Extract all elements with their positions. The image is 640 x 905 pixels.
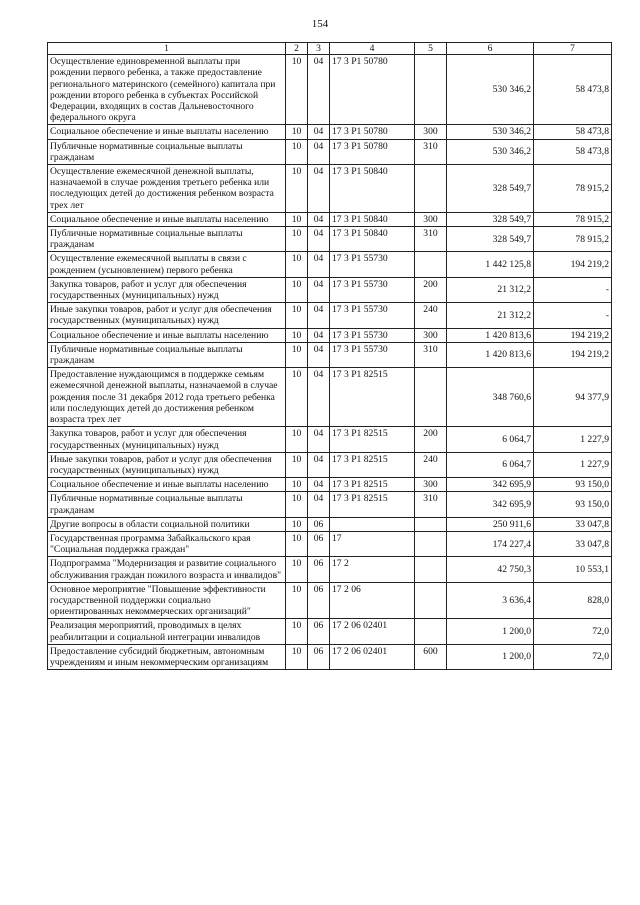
table-row — [48, 125, 612, 139]
target-article-code: 17 3 P1 55730 — [330, 277, 415, 302]
section-code: 10 — [286, 277, 308, 302]
section-code: 10 — [286, 212, 308, 226]
section-code: 10 — [286, 619, 308, 644]
item-name: Осуществление ежемесячной денежной выплаты, назначаемой в случае рождения третьего ребенка или последующих детей до достижения ребенком возраста трех лет — [48, 165, 286, 213]
subsection-code: 04 — [308, 452, 330, 477]
subsection-code: 06 — [308, 619, 330, 644]
subsection-code: 04 — [308, 303, 330, 328]
table-row — [48, 531, 612, 556]
expense-type-code: 300 — [415, 478, 447, 492]
subsection-code: 04 — [308, 165, 330, 213]
table-row — [48, 277, 612, 302]
expense-type-code — [415, 557, 447, 582]
amount-col6: 174 227,4 — [447, 531, 534, 556]
item-name: Подпрограмма "Модернизация и развитие социального обслуживания граждан пожилого возраста и инвалидов" — [48, 557, 286, 582]
amount-col7: 94 377,9 — [534, 368, 612, 427]
subsection-code: 06 — [308, 531, 330, 556]
header-cell: 2 — [286, 43, 308, 55]
expense-type-code — [415, 531, 447, 556]
amount-col7: 93 150,0 — [534, 478, 612, 492]
item-name: Другие вопросы в области социальной политики — [48, 517, 286, 531]
amount-col7: 10 553,1 — [534, 557, 612, 582]
header-cell: 7 — [534, 43, 612, 55]
header-cell: 6 — [447, 43, 534, 55]
subsection-code: 04 — [308, 125, 330, 139]
target-article-code: 17 3 P1 55730 — [330, 342, 415, 367]
expense-type-code: 310 — [415, 342, 447, 367]
section-code: 10 — [286, 139, 308, 164]
expense-type-code — [415, 368, 447, 427]
expense-type-code: 300 — [415, 328, 447, 342]
expense-type-code: 310 — [415, 492, 447, 517]
table-row — [48, 139, 612, 164]
section-code: 10 — [286, 165, 308, 213]
subsection-code: 04 — [308, 252, 330, 277]
target-article-code: 17 3 P1 82515 — [330, 478, 415, 492]
amount-col7: 78 915,2 — [534, 212, 612, 226]
section-code: 10 — [286, 252, 308, 277]
expense-type-code: 310 — [415, 227, 447, 252]
subsection-code: 06 — [308, 582, 330, 619]
table-row — [48, 342, 612, 367]
subsection-code: 04 — [308, 328, 330, 342]
expense-type-code — [415, 165, 447, 213]
amount-col6: 328 549,7 — [447, 227, 534, 252]
expense-type-code: 300 — [415, 212, 447, 226]
header-cell: 5 — [415, 43, 447, 55]
expense-type-code — [415, 252, 447, 277]
amount-col7: 72,0 — [534, 619, 612, 644]
target-article-code: 17 3 P1 82515 — [330, 368, 415, 427]
item-name: Предоставление нуждающимся в поддержке семьям ежемесячной денежной выплаты, назначаемой в случае рождения после 31 декабря 2012 года третьего ребенка или последующих детей до достижения ребенком возраста трех лет — [48, 368, 286, 427]
table-row — [48, 427, 612, 452]
item-name: Социальное обеспечение и иные выплаты населению — [48, 328, 286, 342]
page-number: 154 — [311, 18, 329, 30]
amount-col7: 828,0 — [534, 582, 612, 619]
item-name: Иные закупки товаров, работ и услуг для обеспечения государственных (муниципальных) нужд — [48, 303, 286, 328]
target-article-code: 17 2 06 — [330, 582, 415, 619]
table-row — [48, 582, 612, 619]
amount-col6: 1 200,0 — [447, 644, 534, 669]
amount-col7: 93 150,0 — [534, 492, 612, 517]
amount-col6: 348 760,6 — [447, 368, 534, 427]
section-code: 10 — [286, 582, 308, 619]
item-name: Осуществление единовременной выплаты при рождении первого ребенка, а также предоставление регионального материнского (семейного) капитала при рождении второго ребенка в субъектах Российской Федерации, входящих в состав Дальневосточного федерального округа — [48, 55, 286, 125]
amount-col7: 58 473,8 — [534, 55, 612, 125]
section-code: 10 — [286, 644, 308, 669]
section-code: 10 — [286, 227, 308, 252]
section-code: 10 — [286, 478, 308, 492]
subsection-code: 06 — [308, 517, 330, 531]
amount-col7: 33 047,8 — [534, 531, 612, 556]
amount-col7: 78 915,2 — [534, 165, 612, 213]
table-row — [48, 368, 612, 427]
subsection-code: 04 — [308, 427, 330, 452]
amount-col7: 1 227,9 — [534, 452, 612, 477]
amount-col6: 21 312,2 — [447, 303, 534, 328]
expense-type-code: 600 — [415, 644, 447, 669]
table-row — [48, 165, 612, 213]
target-article-code: 17 3 P1 82515 — [330, 452, 415, 477]
target-article-code: 17 3 P1 50840 — [330, 227, 415, 252]
item-name: Закупка товаров, работ и услуг для обеспечения государственных (муниципальных) нужд — [48, 277, 286, 302]
target-article-code: 17 3 P1 50780 — [330, 125, 415, 139]
subsection-code: 04 — [308, 55, 330, 125]
section-code: 10 — [286, 492, 308, 517]
header-row — [48, 43, 612, 55]
amount-col6: 6 064,7 — [447, 452, 534, 477]
amount-col6: 1 420 813,6 — [447, 328, 534, 342]
table-row — [48, 452, 612, 477]
amount-col7: 72,0 — [534, 644, 612, 669]
item-name: Иные закупки товаров, работ и услуг для обеспечения государственных (муниципальных) нужд — [48, 452, 286, 477]
amount-col7: 58 473,8 — [534, 139, 612, 164]
item-name: Публичные нормативные социальные выплаты гражданам — [48, 139, 286, 164]
subsection-code: 06 — [308, 557, 330, 582]
amount-col6: 342 695,9 — [447, 492, 534, 517]
amount-col7: 194 219,2 — [534, 328, 612, 342]
table-row — [48, 517, 612, 531]
target-article-code: 17 3 P1 55730 — [330, 328, 415, 342]
header-cell: 1 — [48, 43, 286, 55]
item-name: Публичные нормативные социальные выплаты гражданам — [48, 492, 286, 517]
table-row — [48, 644, 612, 669]
subsection-code: 04 — [308, 342, 330, 367]
section-code: 10 — [286, 531, 308, 556]
expense-type-code — [415, 55, 447, 125]
table-row — [48, 478, 612, 492]
table-row — [48, 55, 612, 125]
item-name: Закупка товаров, работ и услуг для обеспечения государственных (муниципальных) нужд — [48, 427, 286, 452]
amount-col6: 530 346,2 — [447, 55, 534, 125]
target-article-code: 17 3 P1 82515 — [330, 492, 415, 517]
target-article-code: 17 3 P1 50840 — [330, 165, 415, 213]
item-name: Социальное обеспечение и иные выплаты населению — [48, 125, 286, 139]
amount-col6: 3 636,4 — [447, 582, 534, 619]
subsection-code: 04 — [308, 277, 330, 302]
budget-table — [47, 42, 612, 670]
amount-col6: 530 346,2 — [447, 139, 534, 164]
amount-col6: 1 200,0 — [447, 619, 534, 644]
subsection-code: 04 — [308, 227, 330, 252]
table-row — [48, 303, 612, 328]
amount-col7: 33 047,8 — [534, 517, 612, 531]
expense-type-code: 200 — [415, 427, 447, 452]
section-code: 10 — [286, 328, 308, 342]
item-name: Государственная программа Забайкальского края "Социальная поддержка граждан" — [48, 531, 286, 556]
header-cell: 4 — [330, 43, 415, 55]
section-code: 10 — [286, 517, 308, 531]
section-code: 10 — [286, 342, 308, 367]
expense-type-code — [415, 582, 447, 619]
amount-col6: 342 695,9 — [447, 478, 534, 492]
target-article-code: 17 — [330, 531, 415, 556]
amount-col6: 328 549,7 — [447, 165, 534, 213]
item-name: Публичные нормативные социальные выплаты гражданам — [48, 227, 286, 252]
table-row — [48, 492, 612, 517]
item-name: Социальное обеспечение и иные выплаты населению — [48, 212, 286, 226]
section-code: 10 — [286, 368, 308, 427]
table-row — [48, 328, 612, 342]
amount-col6: 42 750,3 — [447, 557, 534, 582]
item-name: Осуществление ежемесячной выплаты в связи с рождением (усыновлением) первого ребенка — [48, 252, 286, 277]
table-row — [48, 619, 612, 644]
amount-col7: - — [534, 277, 612, 302]
expense-type-code: 310 — [415, 139, 447, 164]
target-article-code: 17 3 P1 50780 — [330, 55, 415, 125]
subsection-code: 04 — [308, 492, 330, 517]
target-article-code: 17 3 P1 55730 — [330, 252, 415, 277]
item-name: Предоставление субсидий бюджетным, автономным учреждениям и иным некоммерческим организациям — [48, 644, 286, 669]
subsection-code: 04 — [308, 478, 330, 492]
section-code: 10 — [286, 452, 308, 477]
amount-col6: 6 064,7 — [447, 427, 534, 452]
expense-type-code — [415, 619, 447, 644]
amount-col7: 58 473,8 — [534, 125, 612, 139]
item-name: Основное мероприятие "Повышение эффективности государственной поддержки социально ориентированных некоммерческих организаций" — [48, 582, 286, 619]
target-article-code: 17 3 P1 82515 — [330, 427, 415, 452]
target-article-code: 17 2 06 02401 — [330, 644, 415, 669]
subsection-code: 06 — [308, 644, 330, 669]
amount-col6: 250 911,6 — [447, 517, 534, 531]
amount-col7: 78 915,2 — [534, 227, 612, 252]
target-article-code: 17 2 — [330, 557, 415, 582]
section-code: 10 — [286, 125, 308, 139]
expense-type-code: 200 — [415, 277, 447, 302]
section-code: 10 — [286, 55, 308, 125]
table-row — [48, 557, 612, 582]
target-article-code: 17 3 P1 50840 — [330, 212, 415, 226]
section-code: 10 — [286, 557, 308, 582]
item-name: Социальное обеспечение и иные выплаты населению — [48, 478, 286, 492]
table-row — [48, 252, 612, 277]
amount-col6: 530 346,2 — [447, 125, 534, 139]
item-name: Публичные нормативные социальные выплаты гражданам — [48, 342, 286, 367]
expense-type-code: 300 — [415, 125, 447, 139]
expense-type-code: 240 — [415, 303, 447, 328]
target-article-code: 17 2 06 02401 — [330, 619, 415, 644]
amount-col6: 1 442 125,8 — [447, 252, 534, 277]
subsection-code: 04 — [308, 368, 330, 427]
target-article-code: 17 3 P1 55730 — [330, 303, 415, 328]
section-code: 10 — [286, 303, 308, 328]
amount-col7: 194 219,2 — [534, 252, 612, 277]
target-article-code: 17 3 P1 50780 — [330, 139, 415, 164]
amount-col7: 194 219,2 — [534, 342, 612, 367]
item-name: Реализация мероприятий, проводимых в целях реабилитации и социальной интеграции инвалидов — [48, 619, 286, 644]
table-row — [48, 212, 612, 226]
amount-col6: 21 312,2 — [447, 277, 534, 302]
target-article-code — [330, 517, 415, 531]
subsection-code: 04 — [308, 139, 330, 164]
header-cell: 3 — [308, 43, 330, 55]
amount-col6: 328 549,7 — [447, 212, 534, 226]
expense-type-code — [415, 517, 447, 531]
amount-col7: 1 227,9 — [534, 427, 612, 452]
expense-type-code: 240 — [415, 452, 447, 477]
amount-col6: 1 420 813,6 — [447, 342, 534, 367]
subsection-code: 04 — [308, 212, 330, 226]
amount-col7: - — [534, 303, 612, 328]
table-row — [48, 227, 612, 252]
section-code: 10 — [286, 427, 308, 452]
